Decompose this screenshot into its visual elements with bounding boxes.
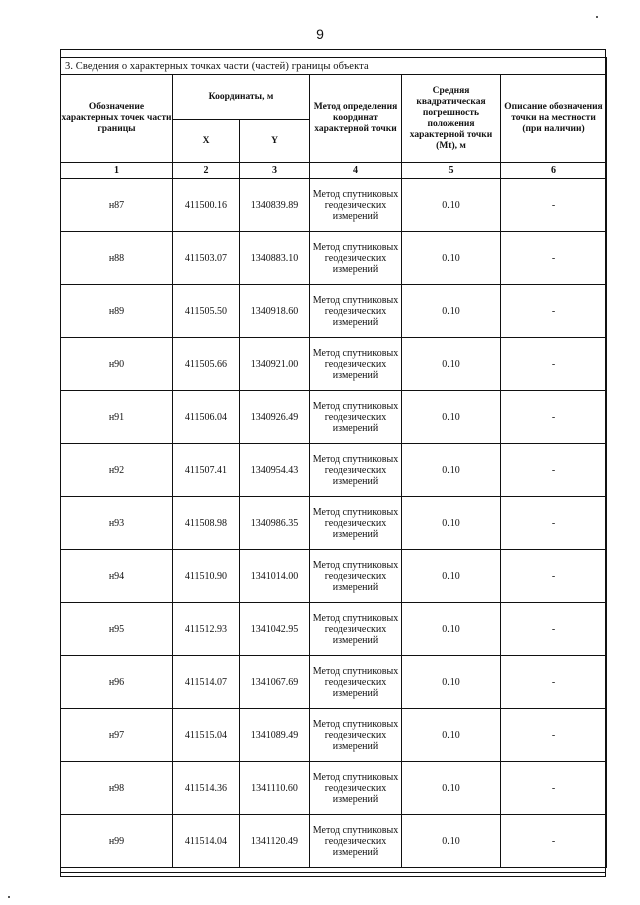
cell-point-designation: н87 xyxy=(61,179,173,232)
column-number: 4 xyxy=(310,163,402,179)
cell-coordinate-x: 411510.90 xyxy=(173,550,240,603)
cell-point-designation: н89 xyxy=(61,285,173,338)
table-row xyxy=(61,603,607,656)
cell-description: - xyxy=(501,285,607,338)
cell-error: 0.10 xyxy=(402,762,501,815)
header-x: X xyxy=(173,120,240,163)
cell-coordinate-y: 1341089.49 xyxy=(240,709,310,762)
cell-method: Метод спутниковых геодезических измерений xyxy=(310,815,402,868)
cell-coordinate-x: 411506.04 xyxy=(173,391,240,444)
cell-error: 0.10 xyxy=(402,656,501,709)
cell-error: 0.10 xyxy=(402,550,501,603)
table-row xyxy=(61,762,607,815)
column-number: 5 xyxy=(402,163,501,179)
cell-error: 0.10 xyxy=(402,444,501,497)
section-title-row xyxy=(61,58,607,75)
cell-description: - xyxy=(501,656,607,709)
cell-method: Метод спутниковых геодезических измерений xyxy=(310,762,402,815)
column-number-row xyxy=(61,163,607,179)
cell-point-designation: н88 xyxy=(61,232,173,285)
cell-error: 0.10 xyxy=(402,815,501,868)
cell-point-designation: н93 xyxy=(61,497,173,550)
cell-description: - xyxy=(501,179,607,232)
cell-description: - xyxy=(501,709,607,762)
cell-coordinate-x: 411508.98 xyxy=(173,497,240,550)
cell-method: Метод спутниковых геодезических измерений xyxy=(310,285,402,338)
cell-coordinate-y: 1340918.60 xyxy=(240,285,310,338)
cell-coordinate-x: 411512.93 xyxy=(173,603,240,656)
table-row xyxy=(61,338,607,391)
cell-description: - xyxy=(501,338,607,391)
cell-point-designation: н92 xyxy=(61,444,173,497)
header-error: Средняя квадратическая погрешность положения характерной точки (Mt), м xyxy=(402,75,501,163)
header-description: Описание обозначения точки на местности (при наличии) xyxy=(501,75,607,163)
cell-method: Метод спутниковых геодезических измерений xyxy=(310,656,402,709)
cell-point-designation: н90 xyxy=(61,338,173,391)
cell-description: - xyxy=(501,603,607,656)
cell-method: Метод спутниковых геодезических измерений xyxy=(310,603,402,656)
column-number: 6 xyxy=(501,163,607,179)
cell-description: - xyxy=(501,391,607,444)
table-row xyxy=(61,179,607,232)
cell-description: - xyxy=(501,550,607,603)
cell-error: 0.10 xyxy=(402,709,501,762)
cell-error: 0.10 xyxy=(402,603,501,656)
cell-method: Метод спутниковых геодезических измерений xyxy=(310,709,402,762)
header-method: Метод определения координат характерной точки xyxy=(310,75,402,163)
cell-coordinate-x: 411514.36 xyxy=(173,762,240,815)
cell-description: - xyxy=(501,815,607,868)
cell-coordinate-x: 411515.04 xyxy=(173,709,240,762)
boundary-points-table xyxy=(60,57,607,868)
column-number: 2 xyxy=(173,163,240,179)
table-row xyxy=(61,550,607,603)
cell-method: Метод спутниковых геодезических измерений xyxy=(310,232,402,285)
cell-coordinate-x: 411514.04 xyxy=(173,815,240,868)
cell-error: 0.10 xyxy=(402,391,501,444)
table-row xyxy=(61,497,607,550)
table-row xyxy=(61,232,607,285)
scan-speck-bottom-left xyxy=(8,896,10,898)
cell-method: Метод спутниковых геодезических измерений xyxy=(310,444,402,497)
table-row xyxy=(61,815,607,868)
table-row xyxy=(61,285,607,338)
cell-coordinate-y: 1341067.69 xyxy=(240,656,310,709)
cell-description: - xyxy=(501,444,607,497)
cell-coordinate-y: 1340954.43 xyxy=(240,444,310,497)
cell-point-designation: н98 xyxy=(61,762,173,815)
table-row xyxy=(61,444,607,497)
table-row xyxy=(61,391,607,444)
cell-coordinate-y: 1340839.89 xyxy=(240,179,310,232)
cell-point-designation: н96 xyxy=(61,656,173,709)
cell-coordinate-y: 1340926.49 xyxy=(240,391,310,444)
cell-method: Метод спутниковых геодезических измерений xyxy=(310,497,402,550)
cell-description: - xyxy=(501,497,607,550)
cell-coordinate-y: 1340883.10 xyxy=(240,232,310,285)
cell-coordinate-y: 1341042.95 xyxy=(240,603,310,656)
cell-description: - xyxy=(501,232,607,285)
cell-error: 0.10 xyxy=(402,338,501,391)
scan-speck-top-right xyxy=(596,16,598,18)
cell-error: 0.10 xyxy=(402,179,501,232)
cell-coordinate-x: 411514.07 xyxy=(173,656,240,709)
cell-coordinate-x: 411505.50 xyxy=(173,285,240,338)
cell-error: 0.10 xyxy=(402,232,501,285)
cell-coordinate-y: 1340921.00 xyxy=(240,338,310,391)
cell-error: 0.10 xyxy=(402,285,501,338)
cell-point-designation: н91 xyxy=(61,391,173,444)
cell-point-designation: н97 xyxy=(61,709,173,762)
cell-coordinate-y: 1341120.49 xyxy=(240,815,310,868)
column-number: 3 xyxy=(240,163,310,179)
cell-coordinate-x: 411507.41 xyxy=(173,444,240,497)
cell-point-designation: н95 xyxy=(61,603,173,656)
page-number: 9 xyxy=(316,26,324,42)
header-y: Y xyxy=(240,120,310,163)
cell-coordinate-x: 411503.07 xyxy=(173,232,240,285)
section-title: 3. Сведения о характерных точках части (частей) границы объекта xyxy=(61,58,607,75)
cell-coordinate-y: 1341014.00 xyxy=(240,550,310,603)
cell-method: Метод спутниковых геодезических измерений xyxy=(310,391,402,444)
cell-method: Метод спутниковых геодезических измерений xyxy=(310,338,402,391)
cell-point-designation: н94 xyxy=(61,550,173,603)
cell-coordinate-x: 411505.66 xyxy=(173,338,240,391)
table-row xyxy=(61,709,607,762)
cell-error: 0.10 xyxy=(402,497,501,550)
header-designation: Обозначение характерных точек части границы xyxy=(61,75,173,163)
page-frame-bottom-rule xyxy=(60,872,606,873)
cell-method: Метод спутниковых геодезических измерений xyxy=(310,550,402,603)
cell-coordinate-x: 411500.16 xyxy=(173,179,240,232)
header-coordinates: Координаты, м xyxy=(173,75,310,120)
cell-point-designation: н99 xyxy=(61,815,173,868)
table-row xyxy=(61,656,607,709)
column-number: 1 xyxy=(61,163,173,179)
cell-description: - xyxy=(501,762,607,815)
cell-coordinate-y: 1340986.35 xyxy=(240,497,310,550)
cell-method: Метод спутниковых геодезических измерений xyxy=(310,179,402,232)
header-row-top xyxy=(61,75,607,120)
cell-coordinate-y: 1341110.60 xyxy=(240,762,310,815)
